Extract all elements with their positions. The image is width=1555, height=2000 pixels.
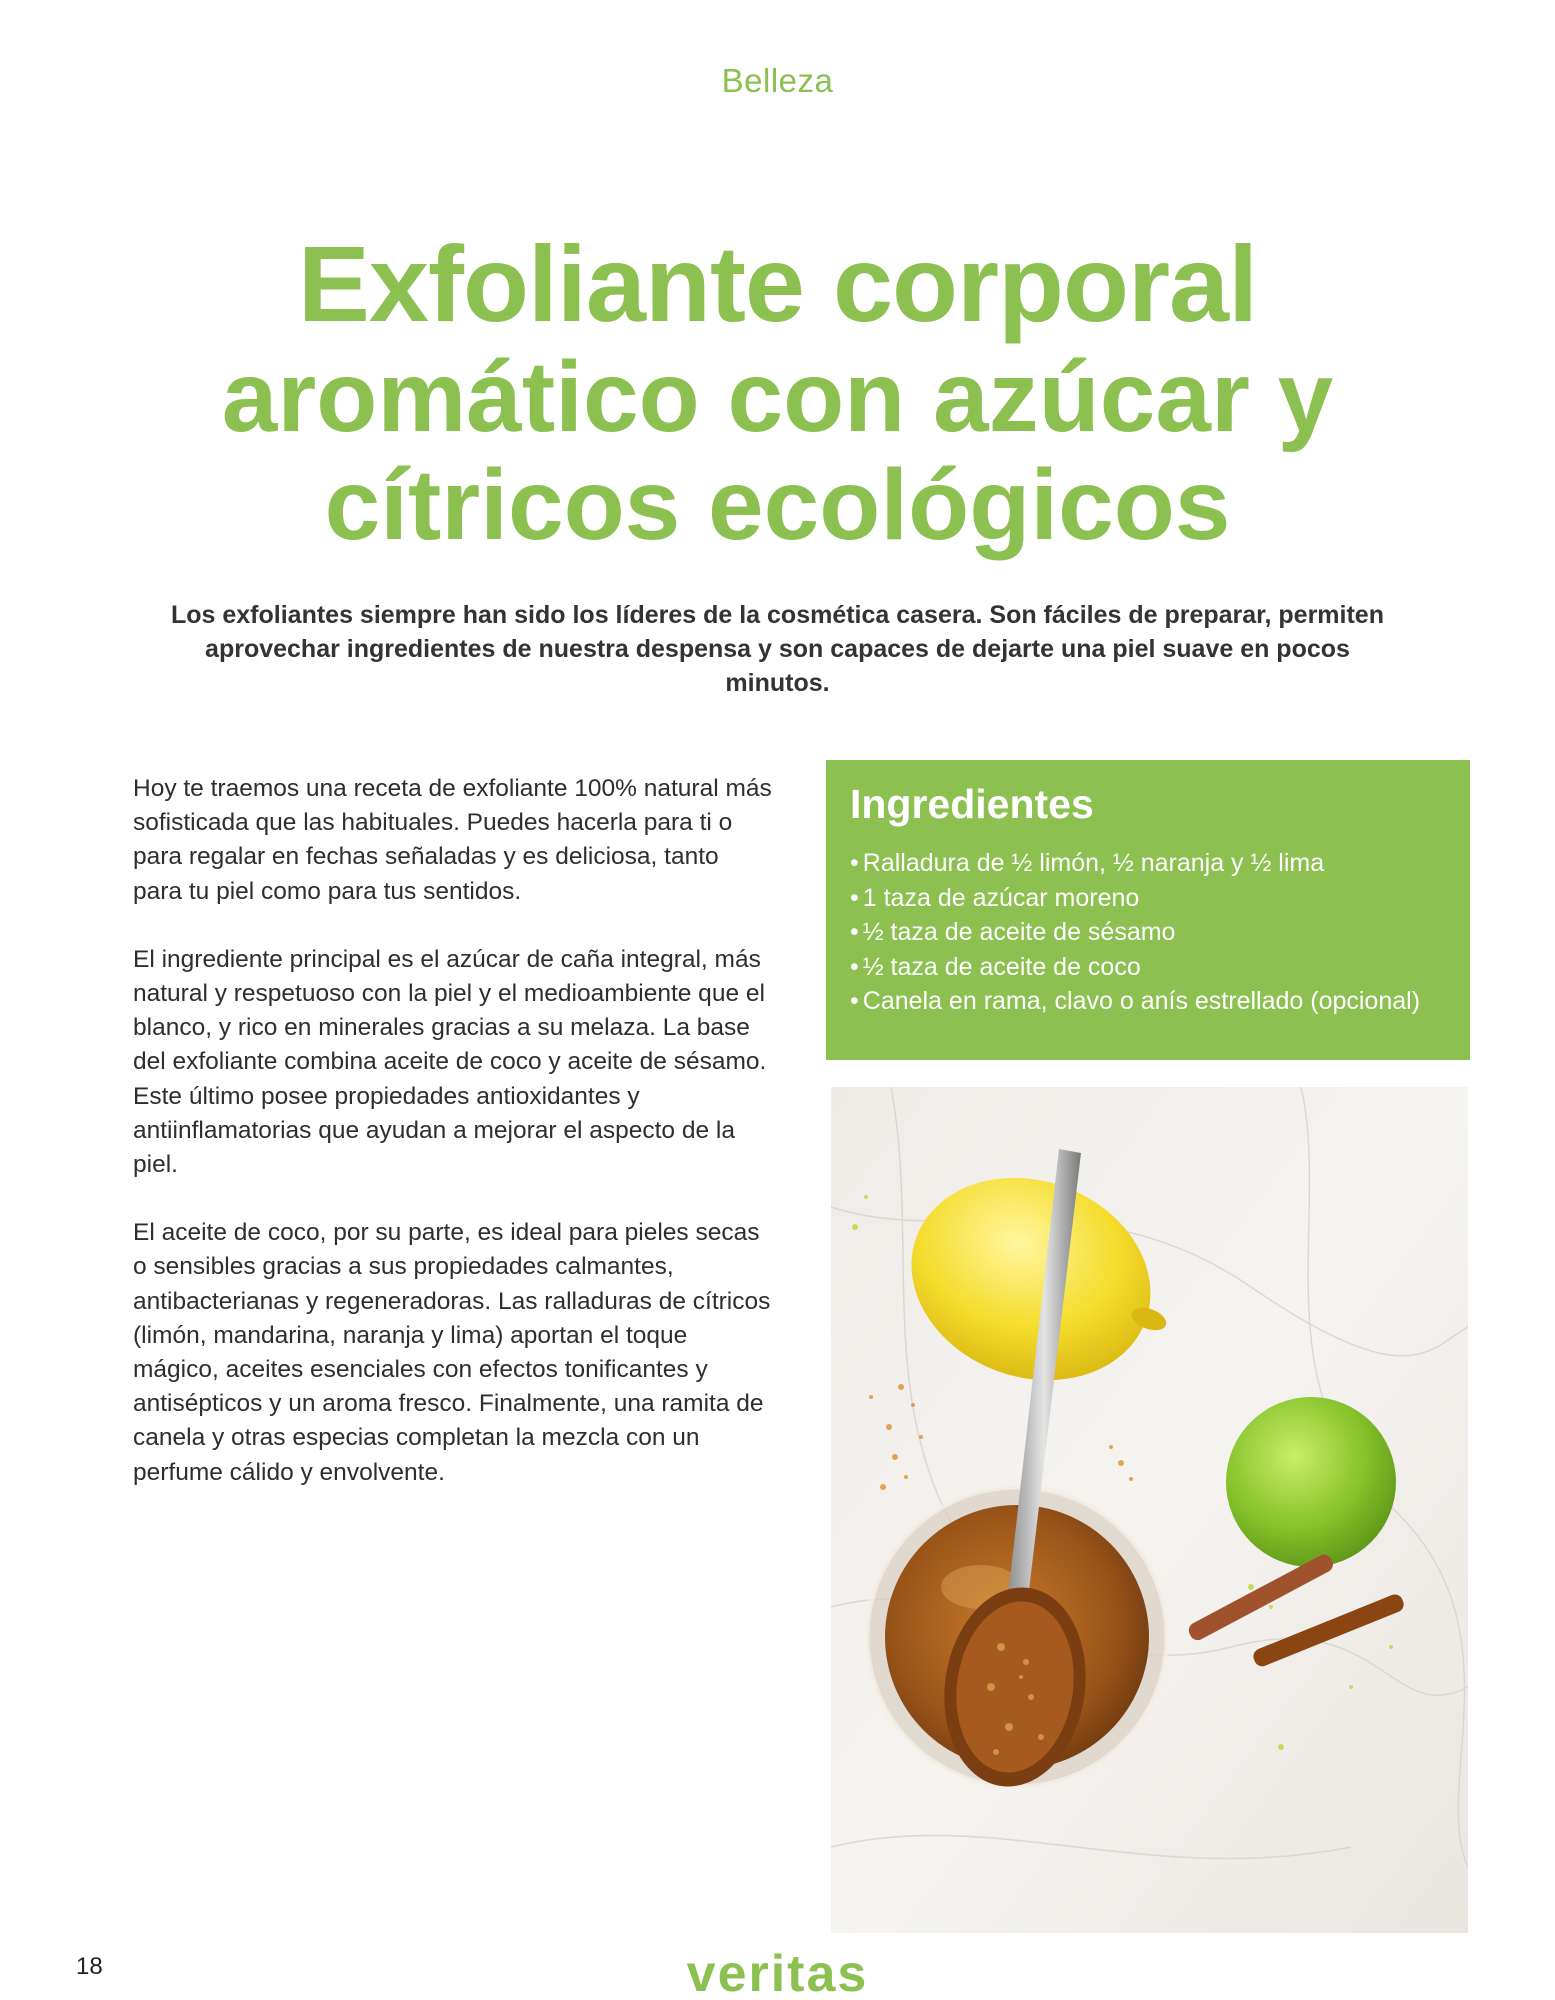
body-paragraph-3: El aceite de coco, por su parte, es ideal para pieles secas o sensibles gracias a sus propiedades calmantes, antibacterianas y regeneradoras. Las ralladuras de cítricos (limón, mandarina, naranja y lima) aportan el toque mágico, aceites esenciales con efectos tonificantes y antisépticos y un aroma fresco. Finalmente, una ramita de canela y otras especias completan la mezcla con un perfume cálido y envolvente.: [133, 1219, 771, 1486]
lead-paragraph: Los exfoliantes siempre han sido los líderes de la cosmética casera. Son fáciles de preparar, permiten aprovechar ingredientes de nuestra despensa y son capaces de dejarte una piel suave en pocos minutos.: [170, 601, 1384, 697]
ingredients-list: [850, 846, 1446, 1019]
ingredients-heading: Ingredientes: [850, 781, 1094, 827]
ingredient-text: Canela en rama, clavo o anís estrellado (opcional): [862, 987, 1421, 1015]
page-number: 18: [76, 1953, 103, 1980]
body-text: [133, 772, 773, 1524]
title-line-3: cítricos ecológicos: [324, 449, 1231, 561]
ingredient-item: [850, 950, 1446, 985]
ingredient-item: [850, 846, 1446, 881]
bullet-icon: •: [850, 918, 859, 946]
bullet-icon: •: [850, 883, 859, 912]
body-paragraph-1: Hoy te traemos una receta de exfoliante 100% natural más sofisticada que las habituales. Puedes hacerla para ti o para regalar en fechas señaladas y es deliciosa, tanto para tu piel como para tus sentidos.: [133, 775, 772, 905]
title-line-2: aromático con azúcar y: [221, 341, 1334, 453]
title-line-1: Exfoliante corporal: [297, 223, 1258, 344]
ingredient-text: 1 taza de azúcar moreno: [862, 883, 1140, 912]
article-title: [0, 225, 1555, 559]
ingredients-box: [826, 760, 1470, 1060]
brand-logo: veritas: [686, 1945, 869, 2000]
lime-icon: [1226, 1397, 1396, 1567]
scrub-photo: [831, 1087, 1468, 1933]
ingredient-text: Ralladura de ½ limón, ½ naranja y ½ lima: [862, 849, 1325, 877]
bullet-icon: •: [850, 952, 859, 981]
ingredient-item: [850, 984, 1446, 1019]
body-paragraph-2: El ingrediente principal es el azúcar de caña integral, más natural y respetuoso con la piel y el medioambiente que el blanco, y rico en minerales gracias a su melaza. La base del exfoliante combina aceite de coco y aceite de sésamo. Este último posee propiedades antioxidantes y antiinflamatorias que ayudan a mejorar el aspecto de la piel.: [133, 945, 767, 1179]
bullet-icon: •: [850, 849, 859, 877]
ingredient-item: [850, 881, 1446, 916]
bullet-icon: •: [850, 987, 859, 1015]
ingredient-text: ½ taza de aceite de sésamo: [862, 918, 1176, 946]
ingredient-item: [850, 915, 1446, 950]
ingredient-text: ½ taza de aceite de coco: [862, 952, 1141, 981]
section-label: Belleza: [721, 62, 834, 99]
